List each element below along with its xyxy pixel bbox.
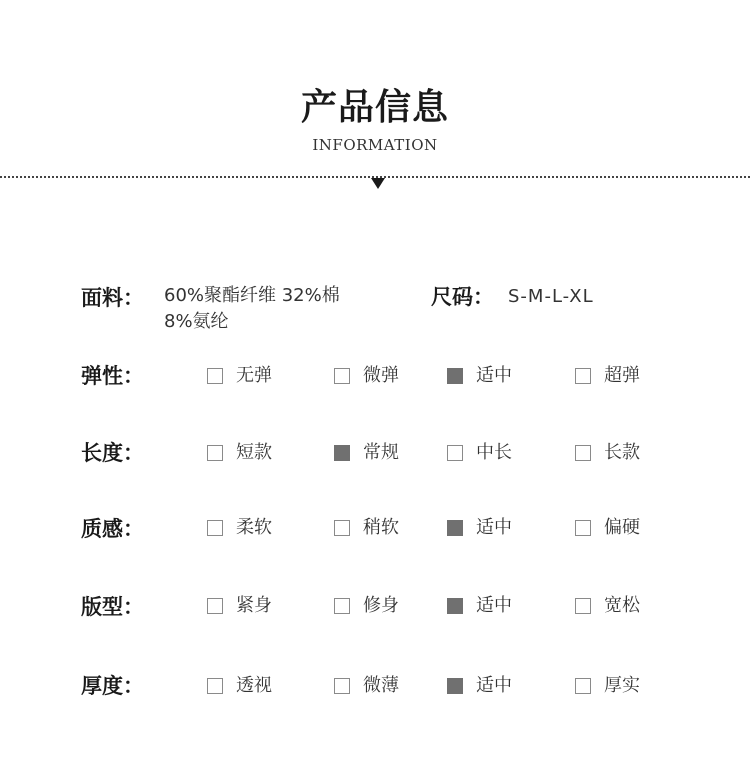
fabric-value-line1: 60%聚酯纤维 32%棉: [164, 285, 340, 306]
fabric-value-line2: 8%氨纶: [164, 311, 229, 332]
option-label: 适中: [476, 675, 512, 696]
checkbox[interactable]: [334, 368, 350, 384]
fit-label: 版型：: [81, 595, 144, 619]
elasticity-option-0[interactable]: [207, 364, 272, 388]
option-label: 柔软: [236, 517, 272, 538]
checkbox[interactable]: [207, 368, 223, 384]
checkbox[interactable]: [575, 598, 591, 614]
elasticity-option-3[interactable]: [575, 364, 640, 388]
thickness-option-3[interactable]: [575, 674, 640, 698]
checkbox[interactable]: [575, 445, 591, 461]
length-option-3[interactable]: [575, 441, 640, 465]
length-option-0[interactable]: [207, 441, 272, 465]
option-label: 微薄: [363, 675, 399, 696]
fit-option-3[interactable]: [575, 594, 640, 618]
length-option-2[interactable]: [447, 441, 512, 465]
checkbox[interactable]: [575, 678, 591, 694]
fit-option-1[interactable]: [334, 594, 399, 618]
triangle-down-icon: [371, 178, 385, 189]
option-label: 无弹: [236, 365, 272, 386]
checkbox[interactable]: [447, 678, 463, 694]
checkbox[interactable]: [207, 678, 223, 694]
option-label: 适中: [476, 517, 512, 538]
thickness-option-1[interactable]: [334, 674, 399, 698]
option-label: 中长: [476, 442, 512, 463]
option-label: 透视: [236, 675, 272, 696]
option-label: 厚实: [604, 675, 640, 696]
option-label: 超弹: [604, 365, 640, 386]
fabric-label: 面料：: [81, 286, 144, 310]
checkbox[interactable]: [334, 598, 350, 614]
texture-option-2[interactable]: [447, 516, 512, 540]
texture-label: 质感：: [81, 517, 144, 541]
checkbox[interactable]: [575, 368, 591, 384]
thickness-label: 厚度：: [81, 674, 144, 698]
checkbox[interactable]: [207, 598, 223, 614]
size-value: S-M-L-XL: [508, 286, 594, 307]
checkbox[interactable]: [334, 678, 350, 694]
texture-option-3[interactable]: [575, 516, 640, 540]
option-label: 偏硬: [604, 517, 640, 538]
elasticity-label: 弹性：: [81, 364, 144, 388]
fit-option-2[interactable]: [447, 594, 512, 618]
checkbox[interactable]: [334, 520, 350, 536]
page-subtitle: INFORMATION: [312, 136, 438, 154]
option-label: 常规: [363, 442, 399, 463]
thickness-option-2[interactable]: [447, 674, 512, 698]
size-label: 尺码：: [431, 285, 494, 309]
texture-option-0[interactable]: [207, 516, 272, 540]
option-label: 长款: [604, 442, 640, 463]
checkbox[interactable]: [334, 445, 350, 461]
checkbox[interactable]: [447, 520, 463, 536]
option-label: 短款: [236, 442, 272, 463]
checkbox[interactable]: [207, 445, 223, 461]
checkbox[interactable]: [447, 598, 463, 614]
checkbox[interactable]: [575, 520, 591, 536]
elasticity-option-2[interactable]: [447, 364, 512, 388]
thickness-option-0[interactable]: [207, 674, 272, 698]
option-label: 宽松: [604, 595, 640, 616]
option-label: 稍软: [363, 517, 399, 538]
length-label: 长度：: [81, 441, 144, 465]
option-label: 适中: [476, 365, 512, 386]
checkbox[interactable]: [447, 368, 463, 384]
checkbox[interactable]: [447, 445, 463, 461]
texture-option-1[interactable]: [334, 516, 399, 540]
fit-option-0[interactable]: [207, 594, 272, 618]
option-label: 微弹: [363, 365, 399, 386]
option-label: 紧身: [236, 595, 272, 616]
length-option-1[interactable]: [334, 441, 399, 465]
checkbox[interactable]: [207, 520, 223, 536]
page-title: 产品信息: [300, 87, 449, 128]
elasticity-option-1[interactable]: [334, 364, 399, 388]
option-label: 修身: [363, 595, 399, 616]
option-label: 适中: [476, 595, 512, 616]
